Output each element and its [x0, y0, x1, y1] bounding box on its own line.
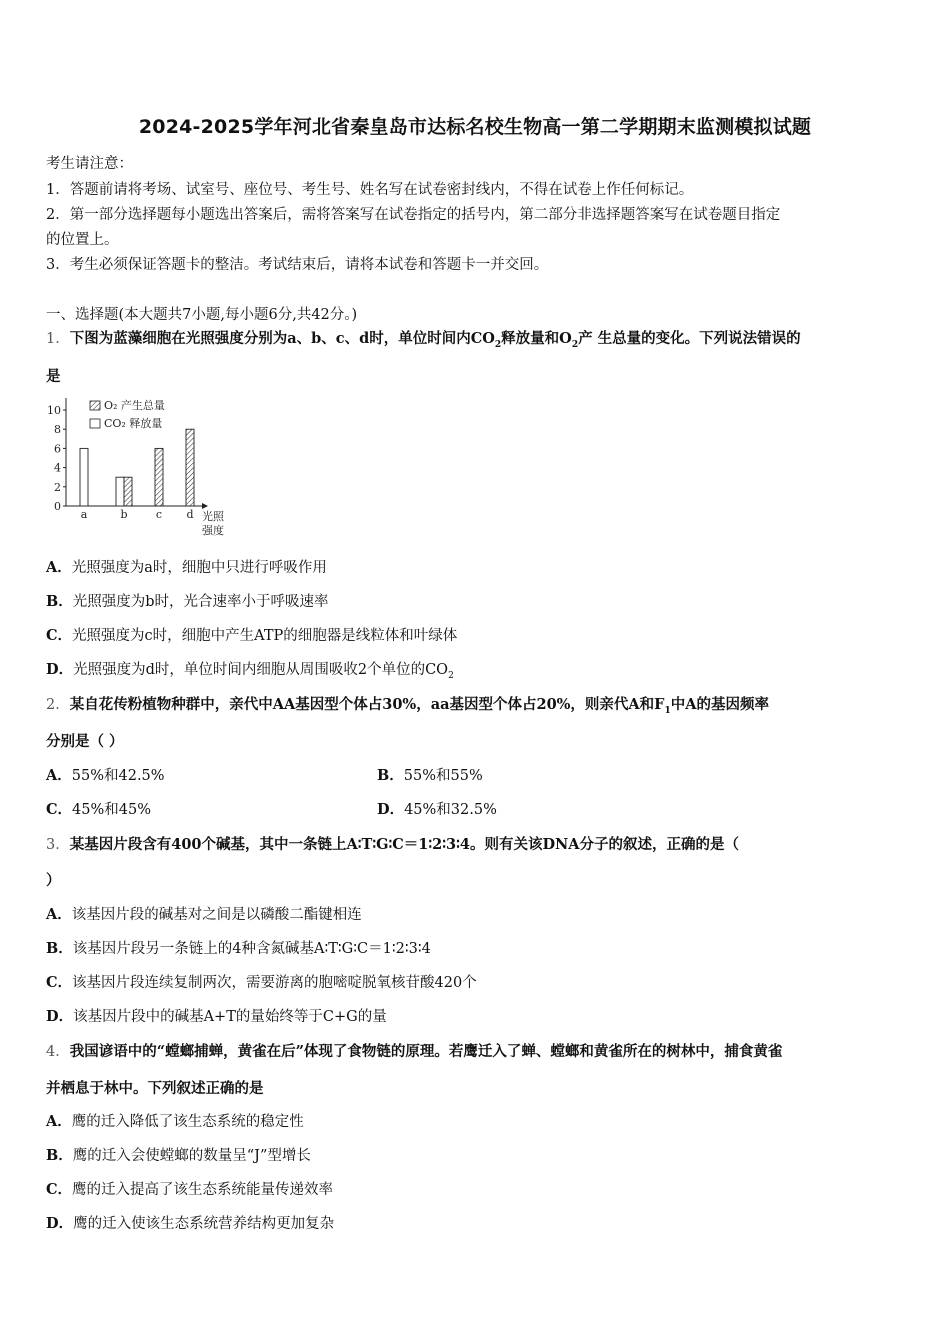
legend-swatch-co2 — [90, 419, 100, 428]
bar-o2-b — [124, 477, 132, 506]
x-category-label-c: c — [155, 508, 163, 521]
q4-option-a: A．鹰的迁入降低了该生态系统的稳定性 — [46, 1113, 304, 1130]
q1-option-a: A．光照强度为a时，细胞中只进行呼吸作用 — [46, 559, 327, 576]
y-tick-label: 10 — [47, 404, 61, 417]
question-1-stem-cont: 是 — [46, 368, 61, 385]
q2-option-a: A．55%和42.5% — [46, 767, 165, 784]
x-category-label-b: b — [120, 508, 128, 521]
q3-option-b: B．该基因片段另一条链上的4种含氮碱基A∶T∶G∶C＝1∶2∶3∶4 — [46, 940, 431, 957]
question-4-stem: 4．我国谚语中的“螳螂捕蝉，黄雀在后”体现了食物链的原理。若鹰迁入了蝉、螳螂和黄雀所在的树林中，捕食黄雀 — [46, 1043, 783, 1060]
q1-option-d: D．光照强度为d时，单位时间内细胞从周围吸收2个单位的$CO_2$ — [46, 661, 454, 681]
page-title: 2024-2025学年河北省秦皇岛市达标名校生物高一第二学期期末监测模拟试题 — [138, 116, 812, 138]
y-tick-label: 4 — [54, 461, 61, 475]
x-axis-arrow — [202, 503, 208, 509]
notice-heading: 考生请注意： — [46, 156, 133, 172]
q3-option-c: C．该基因片段连续复制两次，需要游离的胞嘧啶脱氧核苷酸420个 — [46, 974, 477, 991]
x-category-label-a: a — [80, 508, 88, 521]
q1-option-c: C．光照强度为c时，细胞中产生ATP的细胞器是线粒体和叶绿体 — [46, 627, 458, 644]
question-2-number: 2． — [46, 697, 70, 713]
question-3-stem: 3．某基因片段含有400个碱基，其中一条链上A∶T∶G∶C＝1∶2∶3∶4。则有关该DNA分子的叙述，正确的是（ — [46, 836, 740, 853]
x-axis-label-line1: 光照 — [202, 510, 224, 523]
q4-option-d: D．鹰的迁入使该生态系统营养结构更加复杂 — [46, 1215, 335, 1232]
x-axis-label-line2: 强度 — [202, 524, 224, 537]
y-tick-label: 0 — [54, 500, 61, 513]
question-2-stem: 2．某自花传粉植物种群中，亲代中AA基因型个体占30%，aa基因型个体占20%，则亲代A和$F_1$中A的基因频率 — [46, 696, 769, 716]
notice-item-2-cont: 的位置上。 — [46, 232, 119, 248]
bar-o2-d — [186, 429, 194, 506]
question-4-stem-cont: 并栖息于林中。下列叙述正确的是 — [46, 1080, 264, 1097]
q2-option-c: C．45%和45% — [46, 801, 152, 818]
q3-option-d: D．该基因片段中的碱基A+T的量始终等于C+G的量 — [46, 1008, 387, 1025]
section-heading: 一、选择题(本大题共7小题,每小题6分,共42分。) — [46, 307, 358, 323]
question-3-number: 3． — [46, 837, 70, 853]
question-1-stem: 1．下图为蓝藻细胞在光照强度分别为a、b、c、d时，单位时间内$CO_2$释放量和$O_2$产 生总量的变化。下列说法错误的 — [46, 330, 801, 350]
legend-label-o2: O₂ 产生总量 — [104, 399, 165, 412]
notice-item-3: 3．考生必须保证答题卡的整洁。考试结束后，请将本试卷和答题卡一并交回。 — [46, 257, 549, 273]
q4-option-b: B．鹰的迁入会使螳螂的数量呈“J”型增长 — [46, 1147, 311, 1164]
bar-co2-b — [116, 477, 124, 506]
q1-option-b: B．光照强度为b时，光合速率小于呼吸速率 — [46, 593, 329, 610]
q2-option-d: D．45%和32.5% — [377, 801, 497, 818]
q2-option-b: B．55%和55% — [377, 767, 483, 784]
question-4-number: 4． — [46, 1044, 70, 1060]
q3-option-a: A．该基因片段的碱基对之间是以磷酸二酯键相连 — [46, 906, 362, 923]
question-3-stem-cont: ） — [46, 872, 61, 889]
bar-o2-c — [155, 448, 163, 506]
bar-co2-a — [80, 448, 88, 506]
question-2-stem-cont: 分别是（ ） — [46, 733, 124, 750]
y-tick-label: 6 — [54, 442, 61, 456]
y-tick-label: 2 — [54, 480, 61, 494]
notice-item-1: 1．答题前请将考场、试室号、座位号、考生号、姓名写在试卷密封线内，不得在试卷上作任何标记。 — [46, 182, 694, 198]
legend-swatch-o2 — [90, 401, 100, 410]
question-1-number: 1． — [46, 331, 70, 347]
bar-chart — [44, 394, 244, 540]
y-tick-label: 8 — [54, 423, 61, 437]
notice-item-2: 2．第一部分选择题每小题选出答案后，需将答案写在试卷指定的括号内，第二部分非选择题答案写在试卷题目指定 — [46, 207, 781, 223]
legend-label-co2: CO₂ 释放量 — [104, 417, 163, 430]
x-category-label-d: d — [186, 508, 194, 521]
q4-option-c: C．鹰的迁入提高了该生态系统能量传递效率 — [46, 1181, 334, 1198]
